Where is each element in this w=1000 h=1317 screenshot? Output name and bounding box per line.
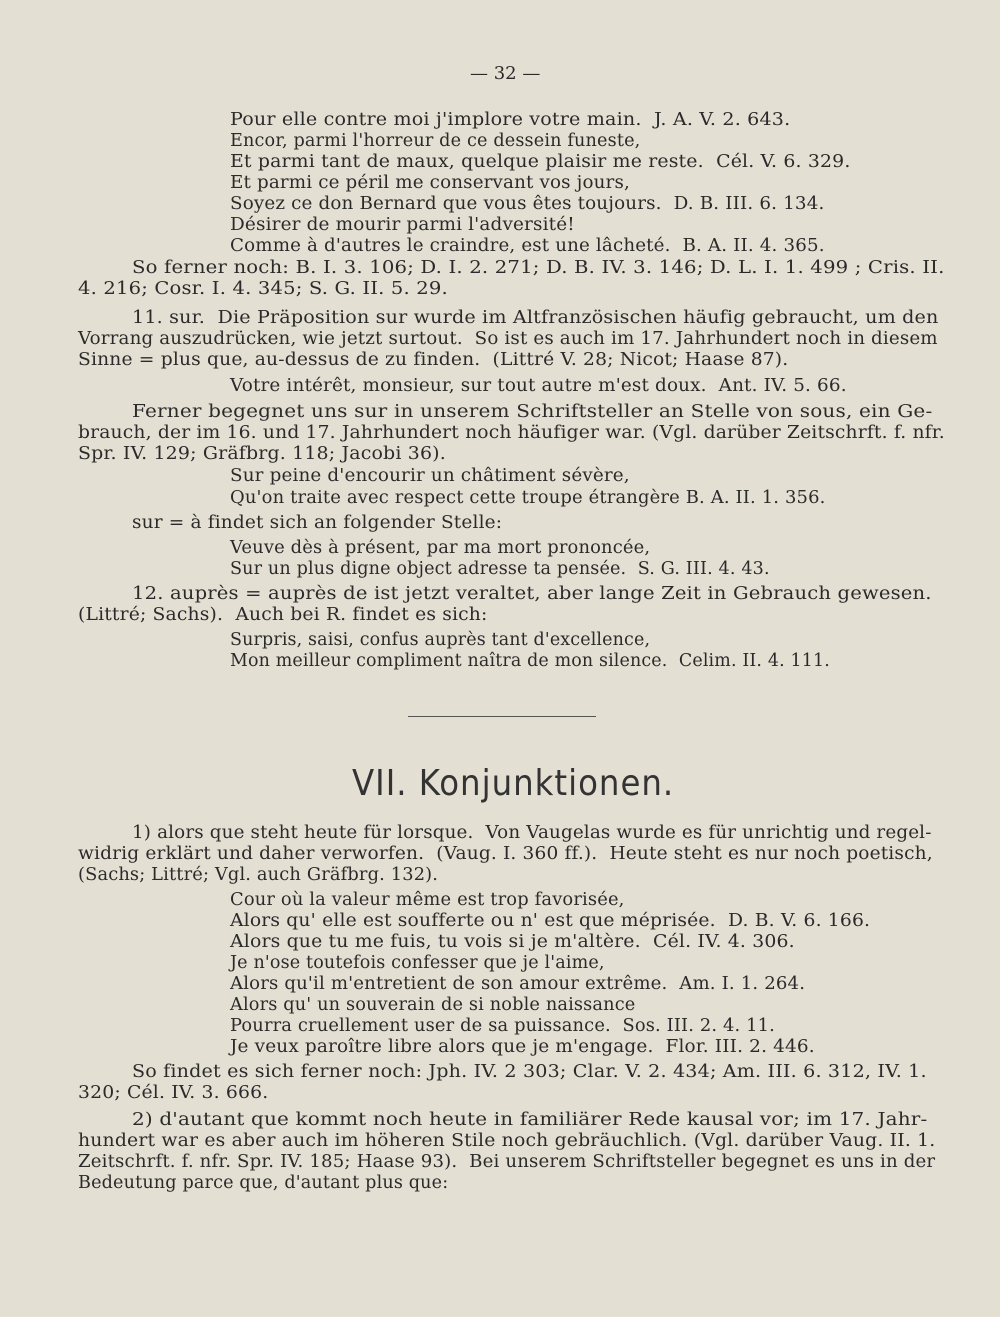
text-line: Qu'on traite avec respect cette troupe étrangère B. A. II. 1. 356.	[230, 488, 826, 508]
text-line: Soyez ce don Bernard que vous êtes toujours. D. B. III. 6. 134.	[230, 194, 825, 214]
text-line: brauch, der im 16. und 17. Jahrhundert noch häufiger war. (Vgl. darüber Zeitschrft. f. nfr.	[78, 423, 945, 443]
text-line: Je n'ose toutefois confesser que je l'aime,	[230, 953, 605, 973]
text-line: 2) d'autant que kommt noch heute in familiärer Rede kausal vor; im 17. Jahr-	[132, 1110, 928, 1130]
text-line: So ferner noch: B. I. 3. 106; D. I. 2. 271; D. B. IV. 3. 146; D. L. I. 1. 499 ; Cris. II.	[132, 258, 945, 278]
text-line: Ferner begegnet uns sur in unserem Schriftsteller an Stelle von sous, ein Ge-	[132, 402, 933, 422]
text-line: Pour elle contre moi j'implore votre main. J. A. V. 2. 643.	[230, 110, 791, 130]
text-line: Je veux paroître libre alors que je m'engage. Flor. III. 2. 446.	[230, 1037, 815, 1057]
text-line: Encor, parmi l'horreur de ce dessein funeste,	[230, 131, 641, 151]
text-line: 4. 216; Cosr. I. 4. 345; S. G. II. 5. 29.	[78, 279, 448, 299]
text-line: Alors que tu me fuis, tu vois si je m'altère. Cél. IV. 4. 306.	[230, 932, 795, 952]
text-line: Cour où la valeur même est trop favorisée,	[230, 890, 625, 910]
text-line: Surpris, saisi, confus auprès tant d'excellence,	[230, 630, 651, 650]
text-line: Alors qu' elle est soufferte ou n' est que méprisée. D. B. V. 6. 166.	[230, 911, 871, 931]
section-heading: VII. Konjunktionen.	[352, 763, 675, 804]
text-line: (Littré; Sachs). Auch bei R. findet es sich:	[78, 605, 488, 625]
text-line: Sur peine d'encourir un châtiment sévère,	[230, 466, 630, 486]
text-line: Pourra cruellement user de sa puissance. Sos. III. 2. 4. 11.	[230, 1016, 775, 1036]
text-line: Spr. IV. 129; Gräfbrg. 118; Jacobi 36).	[78, 444, 446, 464]
page-number: — 32 —	[470, 63, 541, 84]
text-line: Comme à d'autres le craindre, est une lâcheté. B. A. II. 4. 365.	[230, 236, 825, 256]
text-line: 11. sur. Die Präposition sur wurde im Altfranzösischen häufig gebraucht, um den	[132, 308, 939, 328]
section-divider	[408, 716, 596, 717]
text-line: Vorrang auszudrücken, wie jetzt surtout. So ist es auch im 17. Jahrhundert noch in diesem	[78, 329, 938, 349]
text-line: Sinne = plus que, au-dessus de zu finden. (Littré V. 28; Nicot; Haase 87).	[78, 350, 789, 370]
text-line: Alors qu'il m'entretient de son amour extrême. Am. I. 1. 264.	[230, 974, 806, 994]
text-line: 1) alors que steht heute für lorsque. Von Vaugelas wurde es für unrichtig und regel-	[132, 823, 932, 843]
text-line: Alors qu' un souverain de si noble naissance	[230, 995, 636, 1015]
text-line: 320; Cél. IV. 3. 666.	[78, 1083, 269, 1103]
text-line: Sur un plus digne object adresse ta pensée. S. G. III. 4. 43.	[230, 559, 770, 579]
text-line: hundert war es aber auch im höheren Stile noch gebräuchlich. (Vgl. darüber Vaug. II. 1.	[78, 1131, 936, 1151]
text-line: Et parmi ce péril me conservant vos jours,	[230, 173, 630, 193]
text-line: sur = à findet sich an folgender Stelle:	[132, 513, 503, 533]
text-line: Votre intérêt, monsieur, sur tout autre m'est doux. Ant. IV. 5. 66.	[230, 376, 847, 396]
text-line: Veuve dès à présent, par ma mort prononcée,	[230, 538, 651, 558]
text-line: widrig erklärt und daher verworfen. (Vaug. I. 360 ff.). Heute steht es nur noch poetisch,	[78, 844, 933, 864]
text-line: Zeitschrft. f. nfr. Spr. IV. 185; Haase 93). Bei unserem Schriftsteller begegnet es uns in der	[78, 1152, 936, 1172]
text-line: Mon meilleur compliment naîtra de mon silence. Celim. II. 4. 111.	[230, 651, 830, 671]
text-line: 12. auprès = auprès de ist jetzt veraltet, aber lange Zeit in Gebrauch gewesen.	[132, 584, 932, 604]
text-line: Bedeutung parce que, d'autant plus que:	[78, 1173, 449, 1193]
text-line: (Sachs; Littré; Vgl. auch Gräfbrg. 132).	[78, 865, 439, 885]
text-line: Désirer de mourir parmi l'adversité!	[230, 215, 575, 235]
text-line: So findet es sich ferner noch: Jph. IV. 2 303; Clar. V. 2. 434; Am. III. 6. 312, IV. 1.	[132, 1062, 927, 1082]
text-line: Et parmi tant de maux, quelque plaisir me reste. Cél. V. 6. 329.	[230, 152, 851, 172]
